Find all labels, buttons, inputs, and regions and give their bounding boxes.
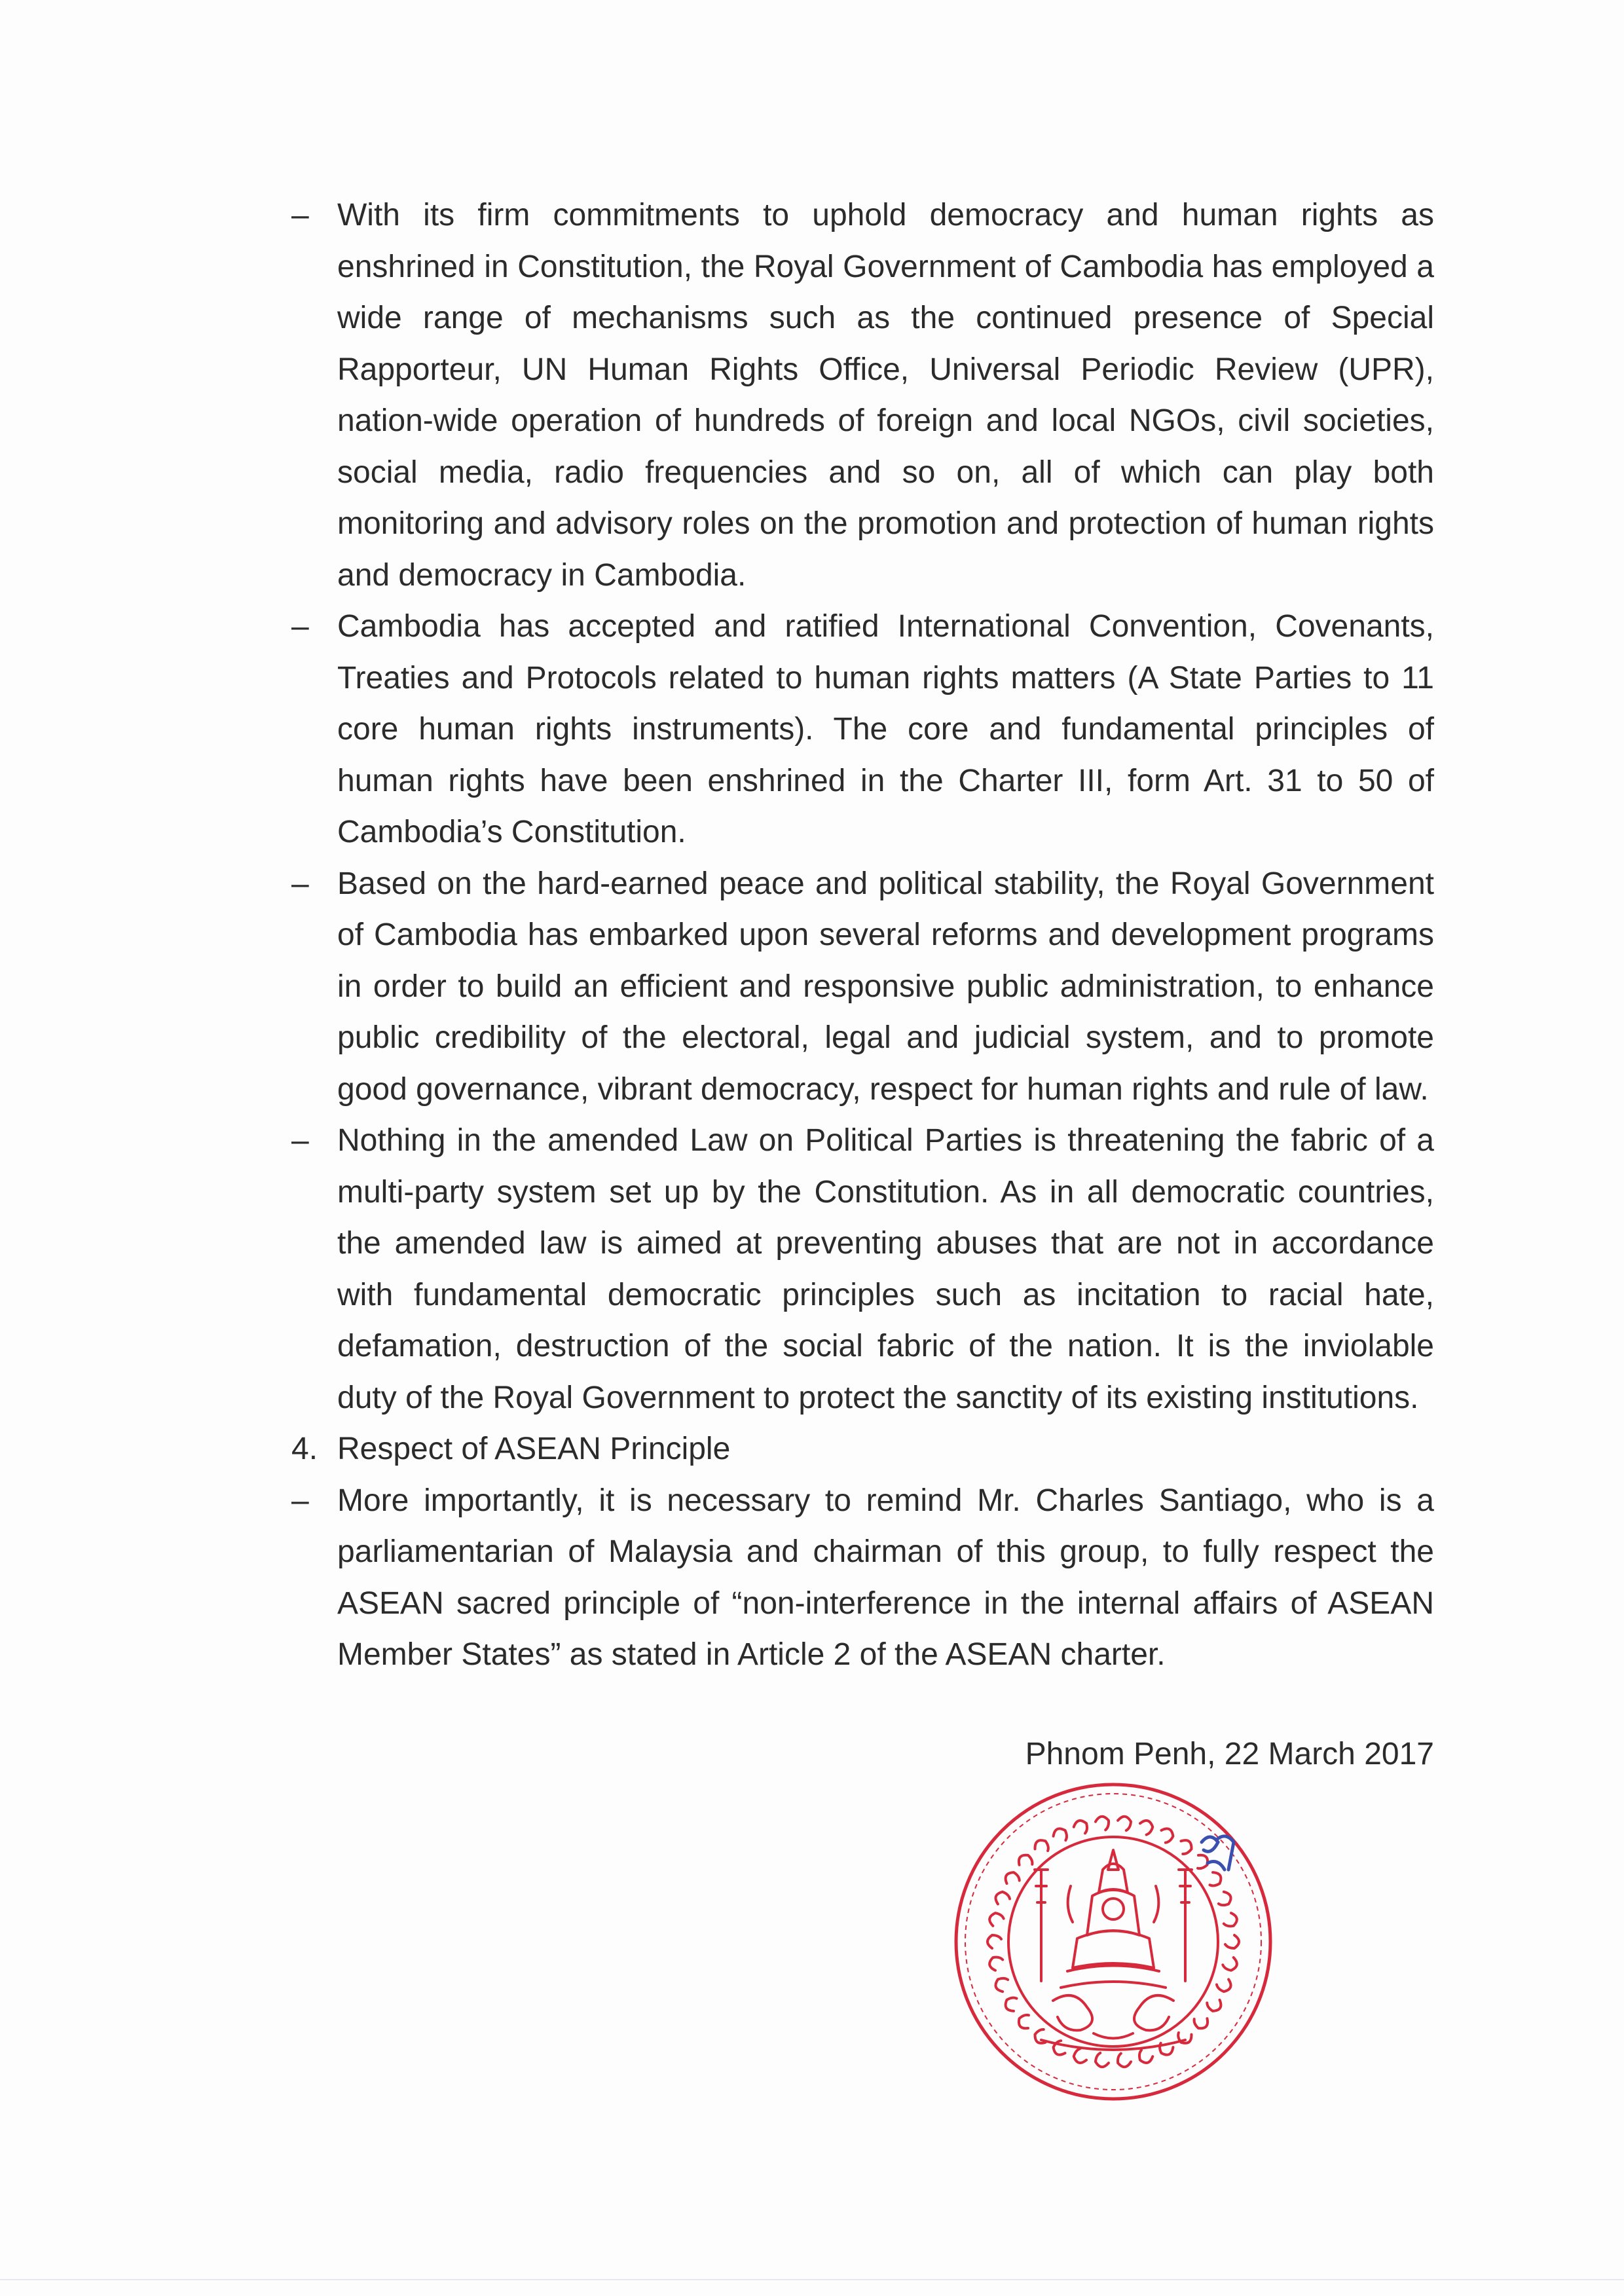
seal-ring-glyph [1019,2015,1029,2028]
seal-ring-glyph [1198,1855,1208,1868]
seal-ring-glyph [1209,1872,1221,1885]
document-body [291,190,1434,1681]
section-number: 4. [291,1432,318,1466]
paragraph-text: With its firm commitments to uphold democracy and human rights as enshrined in Constitution, the Royal Government of Cambodia has employed a wide range of mechanisms such as the continued presence of Special Rapporteur, UN Human Rights Office, Universal Periodic Review (UPR), nation-wide operation of hundreds of foreign and local NGOs, civil societies, social media, radio frequencies and so on, all of which can play both monitoring and advisory roles on the promotion and protection of human rights and democracy in Cambodia. [337,198,1434,593]
seal-ring-glyph [1225,1935,1239,1948]
paragraph-text: Based on the hard-earned peace and political stability, the Royal Government of Cambodia has embarked upon several reforms and development programs in order to build an efficient and responsive public administration, to enhance public credibility of the electoral, legal and judicial system, and to promote good governance, vibrant democracy, respect for human rights and rule of law. [337,866,1434,1107]
bullet-paragraph-1 [291,190,1434,601]
bullet-paragraph-2 [291,601,1434,859]
dash-marker: – [291,1483,309,1518]
seal-ring-glyph [1217,1980,1231,1992]
seal-ring-glyph [1006,1998,1017,2011]
seal-ring-glyph [1162,1828,1173,1842]
section-title: Respect of ASEAN Principle [337,1432,731,1466]
seal-ring-glyph [995,1892,1010,1904]
seal-ring-glyph [995,1978,1008,1991]
seal-ring-glyph [1074,1821,1087,1833]
seal-ring-glyph [1035,1840,1048,1851]
section-heading [291,1424,1434,1475]
seal-ring-glyph [1118,1817,1131,1830]
seal-ring-glyph [1019,1855,1033,1865]
dash-marker: – [291,198,309,232]
seal-ring-glyph [1139,2050,1153,2063]
page-edge-rule [0,2279,1624,2280]
place-and-date: Phnom Penh, 22 March 2017 [1025,1737,1434,1771]
bullet-paragraph-3 [291,859,1434,1116]
seal-ring-glyph [1096,2053,1109,2067]
seal-ring-glyph [1054,1828,1067,1840]
bullet-paragraph-5 [291,1475,1434,1681]
seal-ring-glyph [987,1935,1001,1948]
seal-ring-glyph [1224,1913,1237,1926]
seal-ring-glyph [1096,1817,1109,1830]
seal-ring-glyph [1207,2000,1221,2011]
dash-marker: – [291,609,309,644]
seal-ring-glyph [1074,2048,1086,2063]
seal-ring-glyph [1223,1957,1237,1971]
bullet-paragraph-4 [291,1115,1434,1424]
seal-ring-glyph [1194,2018,1208,2028]
seal-ring-glyph [989,1957,1003,1971]
seal-ring-glyph [1219,1892,1231,1905]
paragraph-text: More importantly, it is necessary to remind Mr. Charles Santiago, who is a parliamentarian of Malaysia and chairman of this group, to fully respect the ASEAN sacred principle of “non-interference in the internal affairs of ASEAN Member States” as stated in Article 2 of the ASEAN charter. [337,1483,1434,1672]
seal-ring-glyph [989,1913,1004,1926]
dash-marker: – [291,866,309,901]
paragraph-text: Cambodia has accepted and ratified International Convention, Covenants, Treaties and Protocols related to human rights matters (A State Parties to 11 core human rights instruments). The core and fundamental principles of human rights have been enshrined in the Charter III, form Art. 31 to 50 of Cambodia’s Constitution. [337,609,1434,849]
dash-marker: – [291,1123,309,1158]
seal-ring-glyph [1181,1840,1192,1854]
official-seal-icon [943,1771,1283,2112]
paragraph-text: Nothing in the amended Law on Political Parties is threatening the fabric of a multi-party system set up by the Constitution. As in all democratic countries, the amended law is aimed at preventing abuses that are not in accordance with fundamental democratic principles such as incitation to racial hate, defamation, destruction of the social fabric of the nation. It is the inviolable duty of the Royal Government to protect the sanctity of its existing institutions. [337,1123,1434,1415]
seal-ring-glyph [1140,1821,1153,1835]
seal-ring-glyph [1118,2054,1131,2067]
seal-ring-glyph [1006,1872,1020,1883]
